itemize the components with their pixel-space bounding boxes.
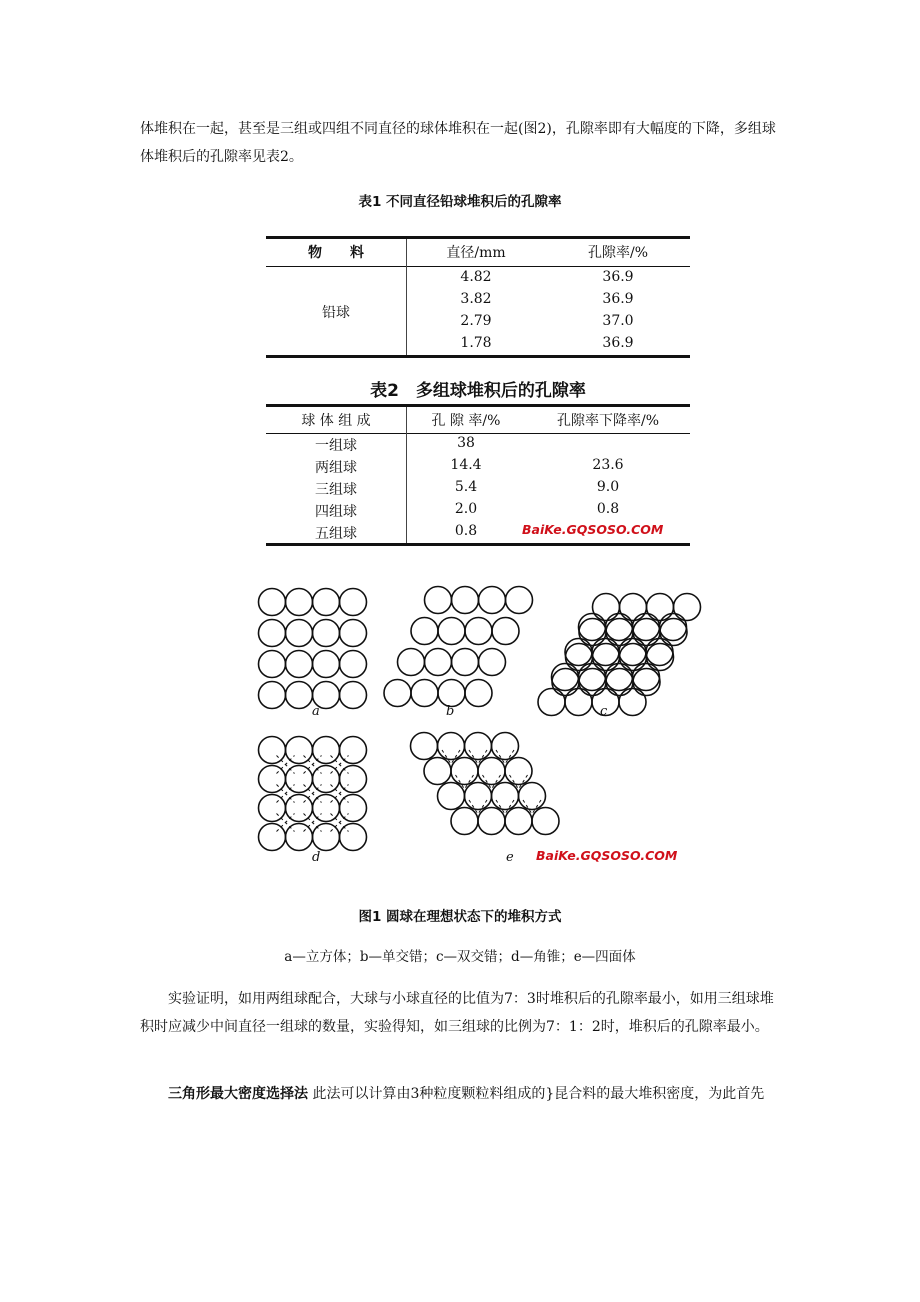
figure1-e-sphere <box>438 733 465 760</box>
figure1-drawing <box>0 580 920 880</box>
figure1-d-dash <box>331 785 349 803</box>
intro-paragraph: 体堆积在一起，甚至是三组或四组不同直径的球体堆积在一起(图2)，孔隙率即有大幅度的下降，多组球体堆积后的孔隙率见表2。 <box>140 121 776 165</box>
figure1-d-sphere <box>313 795 340 822</box>
figure1-e-sphere <box>519 783 546 810</box>
figure1-a-cubic <box>259 589 367 709</box>
figure1-b-sphere <box>479 587 506 614</box>
figure1-d-sphere <box>259 795 286 822</box>
figure1-c-sphere-lower <box>592 639 619 666</box>
table2-porosity-5: 0.8 <box>454 523 478 539</box>
figure1-c-sphere <box>633 669 660 696</box>
figure1-label-d: d <box>312 850 321 865</box>
table2-header-porosity: 孔 隙 率/% <box>431 413 501 429</box>
paragraph-3-lead: 三角形最大密度选择法 <box>168 1086 308 1102</box>
figure1-c-sphere <box>579 669 606 696</box>
figure1-e-sphere <box>465 733 492 760</box>
table2-group-1: 一组球 <box>315 438 357 454</box>
figure1-d-sphere <box>340 766 367 793</box>
figure1-e-sphere <box>465 783 492 810</box>
figure1-c-sphere <box>593 594 620 621</box>
figure1-d-dash <box>304 814 322 832</box>
figure1-b-sphere <box>452 587 479 614</box>
table2-header-decline: 孔隙率下降率/% <box>556 413 660 429</box>
figure1-d-sphere <box>286 824 313 851</box>
figure1-c-sphere <box>593 644 620 671</box>
figure1-d-dash <box>304 785 322 803</box>
figure1-d-sphere <box>286 737 313 764</box>
figure1-d-dash <box>277 756 295 774</box>
figure1-c-sphere <box>660 619 687 646</box>
figure1-a-sphere <box>286 682 313 709</box>
table1-porosity-2: 36.9 <box>602 291 634 307</box>
figure1-b-sphere <box>398 649 425 676</box>
figure1-e-sphere <box>505 758 532 785</box>
figure1-b-single-stagger <box>384 587 533 707</box>
figure1-watermark: BaiKe.GQSOSO.COM <box>536 848 678 863</box>
table1-diameter-1: 4.82 <box>460 269 492 285</box>
figure1-label-b: b <box>446 704 455 719</box>
figure1-d-dash <box>277 814 295 832</box>
figure1-e-sphere <box>532 808 559 835</box>
figure1-c-sphere-lower <box>633 664 660 691</box>
figure1-d-sphere <box>259 737 286 764</box>
figure1-e-sphere <box>424 758 451 785</box>
figure1-e-sphere <box>505 808 532 835</box>
figure1-a-sphere <box>286 651 313 678</box>
figure1-b-sphere <box>465 680 492 707</box>
figure1-e-sphere <box>478 758 505 785</box>
figure1-label-e: e <box>506 850 514 865</box>
figure1-label-c: c <box>600 704 608 719</box>
figure1-c-sphere-lower <box>619 639 646 666</box>
figure1-c-sphere-lower <box>619 689 646 716</box>
table2-porosity-4: 2.0 <box>454 501 478 517</box>
table1-diameter-2: 3.82 <box>460 291 492 307</box>
table2-group-5: 五组球 <box>315 526 357 542</box>
figure1-d-sphere <box>313 824 340 851</box>
figure1-b-sphere <box>479 649 506 676</box>
figure1-e-sphere <box>451 808 478 835</box>
figure1-d-sphere <box>259 766 286 793</box>
table1-porosity-1: 36.9 <box>602 269 634 285</box>
figure1-d-sphere <box>313 766 340 793</box>
figure1-b-sphere <box>465 618 492 645</box>
figure1-c-sphere-lower <box>606 664 633 691</box>
figure1-e-tetrahedron <box>411 733 560 835</box>
figure1-d-sphere <box>259 824 286 851</box>
table1 <box>266 236 690 358</box>
figure1-d-sphere <box>340 795 367 822</box>
figure1-c-sphere-lower <box>565 639 592 666</box>
figure1-e-sphere <box>478 808 505 835</box>
figure1-c-sphere-lower <box>579 614 606 641</box>
figure1-c-sphere-lower <box>606 614 633 641</box>
figure1-a-sphere <box>259 682 286 709</box>
figure1-c-sphere <box>579 619 606 646</box>
figure1-c-sphere <box>647 644 674 671</box>
table1-porosity-3: 37.0 <box>602 313 634 329</box>
table1-diameter-4: 1.78 <box>460 335 492 351</box>
figure1-e-sphere <box>492 783 519 810</box>
figure1-c-sphere <box>620 644 647 671</box>
figure1-c-sphere-lower <box>633 614 660 641</box>
figure1-c-sphere <box>647 594 674 621</box>
table1-header-diameter: 直径/mm <box>446 245 506 261</box>
table2-group-3: 三组球 <box>315 482 357 498</box>
figure1-c-sphere-lower <box>538 689 565 716</box>
figure1-b-sphere <box>425 649 452 676</box>
table2-decline-2: 23.6 <box>592 457 624 473</box>
figure1-c-sphere <box>633 619 660 646</box>
figure1-d-dash <box>331 756 349 774</box>
figure1-c-sphere-lower <box>565 689 592 716</box>
figure1-e-sphere <box>492 733 519 760</box>
table1-header-material: 物 料 <box>308 245 364 261</box>
table1-header-porosity: 孔隙率/% <box>587 245 649 261</box>
figure1-b-sphere <box>438 618 465 645</box>
figure1-b-sphere <box>452 649 479 676</box>
paragraph-2: 实验证明，如用两组球配合，大球与小球直径的比值为7：3时堆积后的孔隙率最小，如用三组球堆积时应减少中间直径一组球的数量，实验得知，如三组球的比例为7：1：2时，堆积后的孔隙率最小。 <box>140 991 774 1035</box>
figure1-d-sphere <box>313 737 340 764</box>
figure1-c-double-stagger <box>538 594 701 716</box>
figure1-legend: a—立方体；b—单交错；c—双交错；d—角锥；e—四面体 <box>284 949 636 965</box>
figure1-d-pyramid <box>259 737 367 851</box>
table2-group-2: 两组球 <box>315 460 357 476</box>
table1-material: 铅球 <box>322 305 350 321</box>
table2-decline-4: 0.8 <box>596 501 620 517</box>
table1-diameter-3: 2.79 <box>460 313 492 329</box>
table2-porosity-1: 38 <box>457 435 475 451</box>
table2-porosity-2: 14.4 <box>450 457 482 473</box>
figure1-e-sphere <box>451 758 478 785</box>
figure1-c-sphere <box>620 594 647 621</box>
figure1-d-sphere <box>286 795 313 822</box>
figure1-c-sphere <box>674 594 701 621</box>
figure1-c-sphere <box>552 669 579 696</box>
table2-porosity-3: 5.4 <box>454 479 478 495</box>
figure1-a-sphere <box>313 620 340 647</box>
figure1-c-sphere <box>566 644 593 671</box>
figure1-d-dash <box>331 814 349 832</box>
figure1-a-sphere <box>259 589 286 616</box>
figure1-a-sphere <box>340 651 367 678</box>
figure1-c-sphere-lower <box>579 664 606 691</box>
figure1-e-sphere <box>411 733 438 760</box>
paragraph-3-text: 此法可以计算由3种粒度颗粒料组成的}昆合料的最大堆积密度，为此首先 <box>308 1086 765 1102</box>
figure1-b-sphere <box>425 587 452 614</box>
table2-group-4: 四组球 <box>315 504 357 520</box>
figure1-d-sphere <box>286 766 313 793</box>
figure1-d-dash <box>304 756 322 774</box>
figure1-c-sphere-lower <box>660 614 687 641</box>
figure1-a-sphere <box>259 651 286 678</box>
figure1-a-sphere <box>286 620 313 647</box>
figure1-d-sphere <box>340 824 367 851</box>
figure1-c-sphere <box>606 619 633 646</box>
figure1-c-sphere-lower <box>646 639 673 666</box>
figure1-a-sphere <box>340 682 367 709</box>
figure1-a-sphere <box>259 620 286 647</box>
figure1-b-sphere <box>438 680 465 707</box>
figure1-d-sphere <box>340 737 367 764</box>
figure1-caption: 图1 圆球在理想状态下的堆积方式 <box>358 909 562 925</box>
figure1-d-dash <box>277 785 295 803</box>
table2-header-group: 球 体 组 成 <box>301 413 371 429</box>
table2-caption: 表2 多组球堆积后的孔隙率 <box>370 381 586 401</box>
figure1-a-sphere <box>286 589 313 616</box>
figure1-label-a: a <box>312 704 320 719</box>
paragraph-3 <box>140 1080 780 1108</box>
figure1-a-sphere <box>340 589 367 616</box>
figure1-e-sphere <box>438 783 465 810</box>
figure1-b-sphere <box>384 680 411 707</box>
table2-watermark: BaiKe.GQSOSO.COM <box>522 522 664 537</box>
figure1-c-sphere <box>606 669 633 696</box>
figure1-b-sphere <box>411 680 438 707</box>
figure1-b-sphere <box>411 618 438 645</box>
figure1-c-sphere-lower <box>552 664 579 691</box>
table1-porosity-4: 36.9 <box>602 335 634 351</box>
figure1-a-sphere <box>313 651 340 678</box>
figure1-b-sphere <box>492 618 519 645</box>
figure1-b-sphere <box>506 587 533 614</box>
table2-decline-3: 9.0 <box>596 479 620 495</box>
figure1-a-sphere <box>340 620 367 647</box>
table1-caption: 表1 不同直径铅球堆积后的孔隙率 <box>358 194 562 210</box>
figure1-a-sphere <box>313 589 340 616</box>
